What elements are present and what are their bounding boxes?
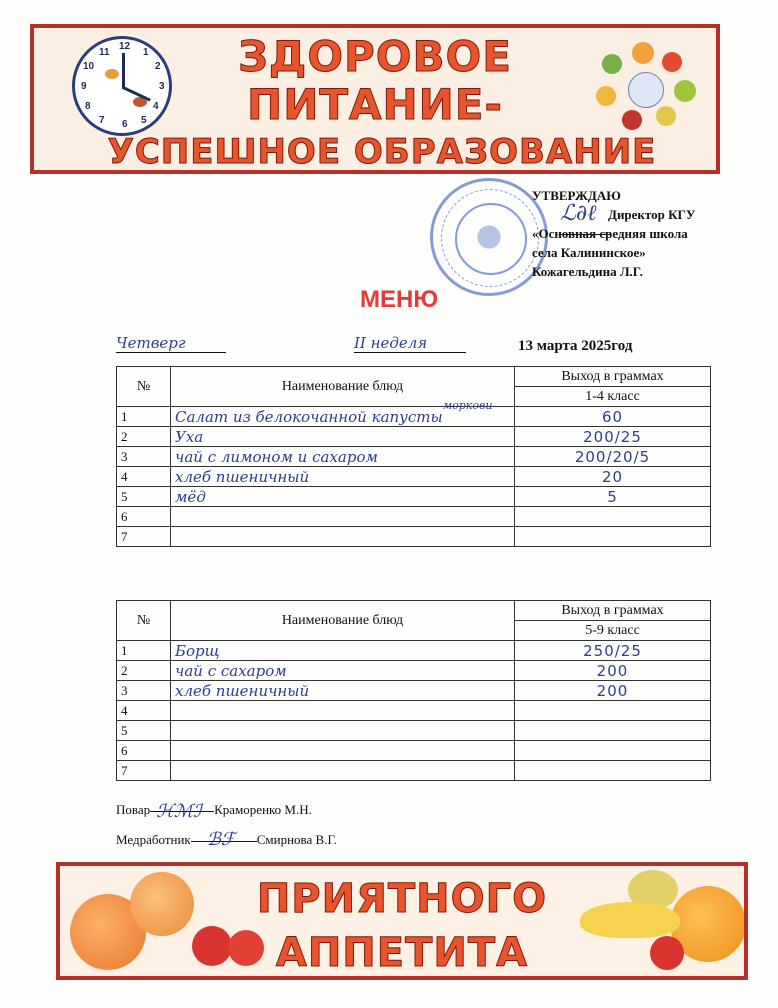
output-value [515,761,711,781]
output-value: 250/25 [515,641,711,661]
row-num: 2 [117,661,171,681]
dish-name: Уха [171,427,515,447]
output-value: 200/25 [515,427,711,447]
row-num: 5 [117,721,171,741]
school-seal-stamp [430,178,548,296]
row-num: 1 [117,407,171,427]
table-row [117,761,711,781]
dish-cell [171,399,515,427]
table-row [117,641,711,661]
dish-name: мёд [171,487,515,507]
header-num: № [117,601,171,641]
output-value [515,721,711,741]
output-value [515,507,711,527]
table-row [117,427,711,447]
table-row [117,681,711,701]
banner-line-2: ПИТАНИЕ- [247,80,503,129]
approval-name: Кожагельдина Л.Г. [532,264,643,279]
medic-name: Смирнова В.Г. [256,832,337,847]
medic-label: Медработник [116,832,191,847]
bottom-banner [56,862,748,980]
header-dish-name: Наименование блюд [171,367,515,407]
row-num: 6 [117,507,171,527]
output-value [515,527,711,547]
approval-role: Директор КГУ [608,207,696,222]
cook-name: Краморенко М.Н. [214,802,312,817]
table-row [117,407,711,427]
row-num: 2 [117,427,171,447]
dish-name: Борщ [171,641,515,661]
table-row [117,447,711,467]
header-grade-group: 1-4 класс [515,387,711,407]
menu-title: МЕНЮ [360,286,439,313]
clock-icon: 12 3 6 9 11 1 2 4 5 8 7 10 [72,36,172,136]
header-dish-name: Наименование блюд [171,601,515,641]
dish-name [171,741,515,761]
dish-name [171,527,515,547]
dish-name [171,701,515,721]
cook-signature-line: Повар ℋℳℐ Краморенко М.Н. [116,801,312,822]
row-num: 4 [117,467,171,487]
banner-bottom-line-1: ПРИЯТНОГО [256,876,548,922]
table-row [117,467,711,487]
header-grade-group: 5-9 класс [515,621,711,641]
approval-school-line-2: села Калининское» [532,245,646,260]
dish-name: чай с лимоном и сахаром [171,447,515,467]
top-banner [30,24,720,174]
week-value: II неделя [354,334,466,353]
output-value: 20 [515,467,711,487]
week-field [354,334,466,354]
row-num: 6 [117,741,171,761]
output-value [515,741,711,761]
row-num: 5 [117,487,171,507]
table-row [117,721,711,741]
row-num: 7 [117,761,171,781]
menu-table-grades-5-9 [116,600,711,781]
output-value: 60 [515,407,711,427]
menu-table-grades-1-4 [116,366,711,547]
dish-name [171,761,515,781]
row-num: 7 [117,527,171,547]
dish-name: хлеб пшеничный [171,681,515,701]
banner-bottom-line-2: АППЕТИТА [275,930,529,976]
row-num: 3 [117,447,171,467]
table-row [117,701,711,721]
output-value [515,701,711,721]
table-row [117,487,711,507]
header-output: Выход в граммах [515,367,711,387]
director-signature: ℒ∂ℓ [560,201,597,226]
table-row [117,661,711,681]
row-num: 3 [117,681,171,701]
day-value: Четверг [116,334,226,353]
output-value: 200 [515,661,711,681]
row-num: 1 [117,641,171,661]
table-row [117,527,711,547]
output-value: 200 [515,681,711,701]
dish-name [171,721,515,741]
output-value: 200/20/5 [515,447,711,467]
approval-heading: УТВЕРЖДАЮ [532,188,621,203]
dish-name: хлеб пшеничный [171,467,515,487]
dish-note: моркови [443,399,493,412]
table-row [117,741,711,761]
day-field [116,334,226,354]
cook-label: Повар [116,802,151,817]
approval-school-line-1: «Основная средняя школа [532,226,688,241]
banner-line-1: ЗДОРОВОЕ [238,32,512,81]
medic-signature-line: Медработник ℬℱ Смирнова В.Г. [116,829,337,850]
date-value: 13 марта 2025год [518,338,633,354]
header-num: № [117,367,171,407]
row-num: 4 [117,701,171,721]
dish-name [171,507,515,527]
output-value: 5 [515,487,711,507]
banner-line-3: УСПЕШНОЕ ОБРАЗОВАНИЕ [107,132,657,172]
table-row [117,507,711,527]
header-output: Выход в граммах [515,601,711,621]
dish-name: Салат из белокочанной капусты [175,407,443,426]
dish-name: чай с сахаром [171,661,515,681]
